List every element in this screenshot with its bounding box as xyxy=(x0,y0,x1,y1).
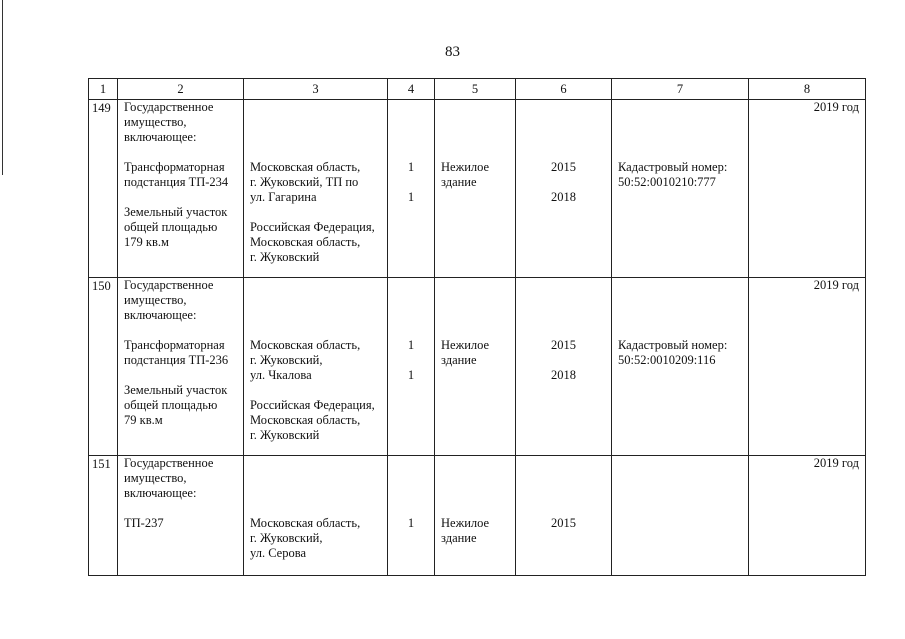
item-address: Московская область, г. Жуковский, ТП по ул. Гагарина xyxy=(250,160,361,204)
item-cadastral: Кадастровый номер: 50:52:0010210:777 xyxy=(618,160,728,189)
item-quantity: 1 xyxy=(407,516,415,530)
property-table xyxy=(88,78,866,576)
quantity-cell xyxy=(388,456,435,576)
plan-year: 2019 год xyxy=(813,456,859,470)
item-year-built: 2015 xyxy=(551,338,576,352)
table-body xyxy=(89,79,866,576)
item-name: Трансформаторная подстанция ТП-236 xyxy=(124,338,229,367)
column-header: 2 xyxy=(118,79,244,100)
group-title: Государственное имущество, включающее: xyxy=(124,100,214,144)
item-type: Нежилое здание xyxy=(441,338,490,367)
address-cell xyxy=(244,456,388,576)
item-year-built: 2015 xyxy=(551,160,576,174)
item-address: Московская область, г. Жуковский, ул. Чкалова xyxy=(250,338,361,382)
page-number: 83 xyxy=(445,44,460,60)
plan-year: 2019 год xyxy=(813,100,859,114)
group-title: Государственное имущество, включающее: xyxy=(124,456,214,500)
quantity-cell xyxy=(388,278,435,456)
column-header: 7 xyxy=(612,79,749,100)
item-name: Земельный участок общей площадью 179 кв.м xyxy=(124,205,228,249)
row-number: 150 xyxy=(92,279,111,293)
item-quantity: 1 xyxy=(407,160,415,174)
item-quantity: 1 xyxy=(407,368,415,382)
type-cell xyxy=(435,456,516,576)
item-type: Нежилое здание xyxy=(441,160,490,189)
column-header: 8 xyxy=(749,79,866,100)
item-address: Российская Федерация, Московская область, г. Жуковский xyxy=(250,398,375,442)
item-name: Трансформаторная подстанция ТП-234 xyxy=(124,160,229,189)
name-cell xyxy=(118,278,244,456)
item-type: Нежилое здание xyxy=(441,516,490,545)
column-header: 1 xyxy=(89,79,118,100)
row-number-cell xyxy=(89,100,118,278)
item-year-built: 2018 xyxy=(551,190,576,204)
item-quantity: 1 xyxy=(407,338,415,352)
item-year-built: 2018 xyxy=(551,368,576,382)
column-header: 3 xyxy=(244,79,388,100)
row-number-cell xyxy=(89,456,118,576)
row-number: 149 xyxy=(92,101,111,115)
item-name: Земельный участок общей площадью 79 кв.м xyxy=(124,383,228,427)
year-built-cell xyxy=(516,456,612,576)
type-cell xyxy=(435,278,516,456)
item-name: ТП-237 xyxy=(124,516,164,530)
cadastral-cell xyxy=(612,100,749,278)
table-row xyxy=(89,456,866,576)
year-cell xyxy=(749,100,866,278)
plan-year: 2019 год xyxy=(813,278,859,292)
table-row xyxy=(89,278,866,456)
cadastral-cell xyxy=(612,278,749,456)
year-cell xyxy=(749,278,866,456)
item-quantity: 1 xyxy=(407,190,415,204)
group-title: Государственное имущество, включающее: xyxy=(124,278,214,322)
type-cell xyxy=(435,100,516,278)
cadastral-cell xyxy=(612,456,749,576)
scan-margin-line xyxy=(2,0,3,175)
address-cell xyxy=(244,100,388,278)
column-header: 4 xyxy=(388,79,435,100)
column-header-row xyxy=(89,79,866,100)
column-header: 6 xyxy=(516,79,612,100)
item-cadastral: Кадастровый номер: 50:52:0010209:116 xyxy=(618,338,728,367)
quantity-cell xyxy=(388,100,435,278)
item-year-built: 2015 xyxy=(551,516,576,530)
item-address: Московская область, г. Жуковский, ул. Серова xyxy=(250,516,361,560)
year-built-cell xyxy=(516,278,612,456)
name-cell xyxy=(118,100,244,278)
year-built-cell xyxy=(516,100,612,278)
item-address: Российская Федерация, Московская область, г. Жуковский xyxy=(250,220,375,264)
row-number-cell xyxy=(89,278,118,456)
address-cell xyxy=(244,278,388,456)
year-cell xyxy=(749,456,866,576)
column-header: 5 xyxy=(435,79,516,100)
name-cell xyxy=(118,456,244,576)
row-number: 151 xyxy=(92,457,111,471)
table-row xyxy=(89,100,866,278)
